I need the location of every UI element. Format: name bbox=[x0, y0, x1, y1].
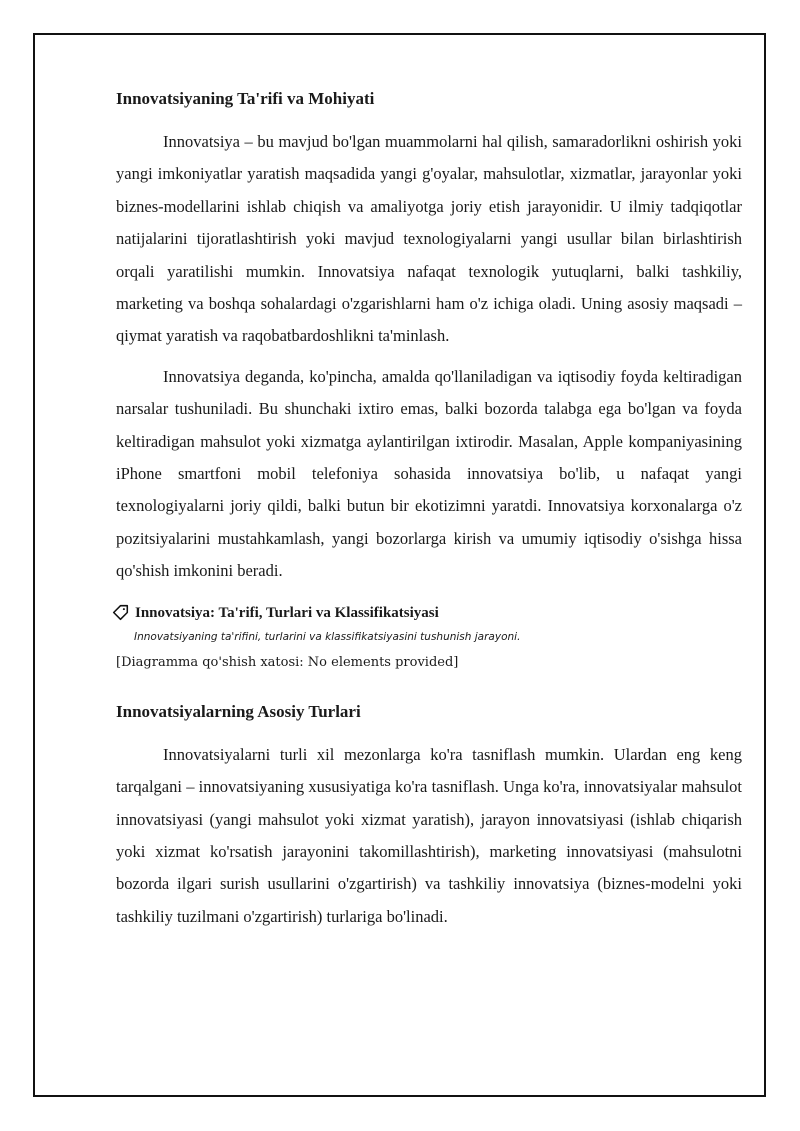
section-heading-types: Innovatsiyalarning Asosiy Turlari bbox=[116, 701, 361, 721]
paragraph-types-1: Innovatsiyalarni turli xil mezonlarga ko'ra tasniflash mumkin. Ulardan eng keng tarqalgani – innovatsiyaning xususiyatiga ko'ra tasniflash. Unga ko'ra, innovatsiyalar mahsulot innovatsiyasi (yangi mahsulot yoki xizmat yaratish), jarayon innovatsiyasi (ishlab chiqarish yoki xizmat ko'rsatish jarayonini takomillashtirish), marketing innovatsiyasi (mahsulotni bozorda ilgari surish usullarini o'zgartirish) va tashkiliy innovatsiya (biznes-modelni yoki tashkiliy tuzilmani o'zgartirish) turlariga bo'linadi. bbox=[116, 744, 742, 926]
paragraph-definition-2: Innovatsiya deganda, ko'pincha, amalda qo'llaniladigan va iqtisodiy foyda keltiradigan narsalar tushuniladi. Bu shunchaki ixtiro emas, balki bozorda talabga ega bo'lgan va foyda keltiradigan mahsulot yoki xizmatga aylantirilgan ixtirodir. Masalan, Apple kompaniyasining iPhone smartfoni mobil telefoniya sohasida innovatsiya bo'lib, u nafaqat yangi texnologiyalarni joriy qildi, balki butun bir ekotizimni yaratdi. Innovatsiya korxonalarga o'z pozitsiyalarini mustahkamlash, yangi bozorlarga kirish va umumiy iqtisodiy o'sishga hissa qo'shish imkonini beradi. bbox=[116, 366, 742, 581]
diagram-block bbox=[116, 602, 742, 673]
diagram-subtitle: Innovatsiyaning ta'rifini, turlarini va klassifikatsiyasini tushunish jarayoni. bbox=[134, 630, 521, 643]
diagram-title-text: Innovatsiya: Ta'rifi, Turlari va Klassifikatsiyasi bbox=[135, 604, 439, 621]
diagram-title bbox=[112, 602, 742, 624]
diagram-error-message: [Diagramma qo'shish xatosi: No elements provided] bbox=[116, 654, 459, 670]
paragraph-definition-1: Innovatsiya – bu mavjud bo'lgan muammolarni hal qilish, samaradorlikni oshirish yoki yangi imkoniyatlar yaratish maqsadida yangi g'oyalar, mahsulotlar, xizmatlar, jarayonlar yoki biznes-modellarini ishlab chiqish va amaliyotga joriy etish jarayonidir. U ilmiy tadqiqotlar natijalarini tijoratlashtirish yoki mavjud texnologiyalarni yangi usullar bilan birlashtirish orqali yaratilishi mumkin. Innovatsiya nafaqat texnologik yutuqlarni, balki tashkiliy, marketing va boshqa sohalardagi o'zgarishlarni ham o'z ichiga oladi. Uning asosiy maqsadi – qiymat yaratish va raqobatbardoshlikni ta'minlash. bbox=[116, 132, 742, 346]
tag-icon bbox=[112, 604, 129, 621]
document-content bbox=[116, 86, 742, 933]
section-heading-definition: Innovatsiyaning Ta'rifi va Mohiyati bbox=[116, 89, 375, 108]
